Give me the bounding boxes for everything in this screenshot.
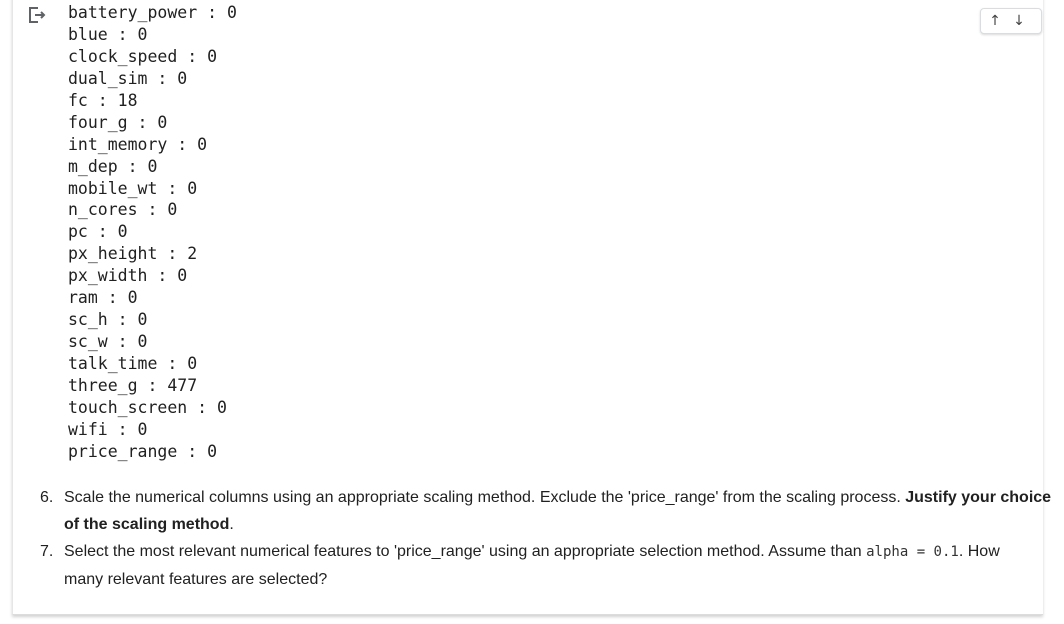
list-item-line <box>64 538 1064 566</box>
list-item-number: 6. <box>40 489 54 506</box>
output-line: sc_w : 0 <box>68 332 148 352</box>
list-item-line <box>64 484 1064 511</box>
arrow-down-icon[interactable]: ↓ <box>1013 13 1025 29</box>
output-line: pc : 0 <box>68 222 128 242</box>
output-line: price_range : 0 <box>68 441 218 461</box>
instruction-bold-text: Justify your choice <box>905 489 1052 506</box>
output-line: clock_speed : 0 <box>68 46 218 66</box>
instruction-text: Scale the numerical columns using an appropriate scaling method. Exclude the 'price_range' from the scaling process. <box>64 489 906 506</box>
output-line: talk_time : 0 <box>68 354 198 373</box>
list-item-line <box>64 511 1064 538</box>
output-line: wifi : 0 <box>68 419 148 439</box>
list-item <box>40 484 1064 538</box>
output-line: four_g : 0 <box>68 112 168 132</box>
output-line: mobile_wt : 0 <box>68 178 198 198</box>
cell-output <box>68 2 237 463</box>
output-line: battery_power : 0 <box>68 3 237 22</box>
output-redirect-icon <box>28 6 46 24</box>
instruction-text: . How <box>958 543 1000 560</box>
list-item-number: 7. <box>40 543 54 560</box>
output-line: fc : 18 <box>68 90 138 110</box>
instruction-bold-text: of the scaling method <box>64 516 230 533</box>
output-line: int_memory : 0 <box>68 134 208 154</box>
list-item-line: many relevant features are selected? <box>64 571 328 588</box>
output-line: px_height : 2 <box>68 244 198 264</box>
inline-code: alpha = 0.1 <box>866 544 959 560</box>
output-line: m_dep : 0 <box>68 156 158 176</box>
instruction-text: Select the most relevant numerical features to 'price_range' using an appropriate selection method. Assume than <box>64 543 867 560</box>
output-line: three_g : 477 <box>68 375 198 395</box>
markdown-instructions <box>40 484 1064 593</box>
list-item <box>40 538 1064 593</box>
output-line: sc_h : 0 <box>68 310 148 330</box>
output-line: dual_sim : 0 <box>68 68 188 88</box>
output-line: ram : 0 <box>68 288 138 308</box>
output-line: blue : 0 <box>68 24 148 44</box>
arrow-up-icon[interactable]: ↑ <box>989 13 1001 29</box>
instruction-text: . <box>229 516 234 533</box>
output-line: px_width : 0 <box>68 266 188 286</box>
cell-toolbar <box>980 8 1042 34</box>
output-line: n_cores : 0 <box>68 200 178 220</box>
output-line: touch_screen : 0 <box>68 397 227 417</box>
